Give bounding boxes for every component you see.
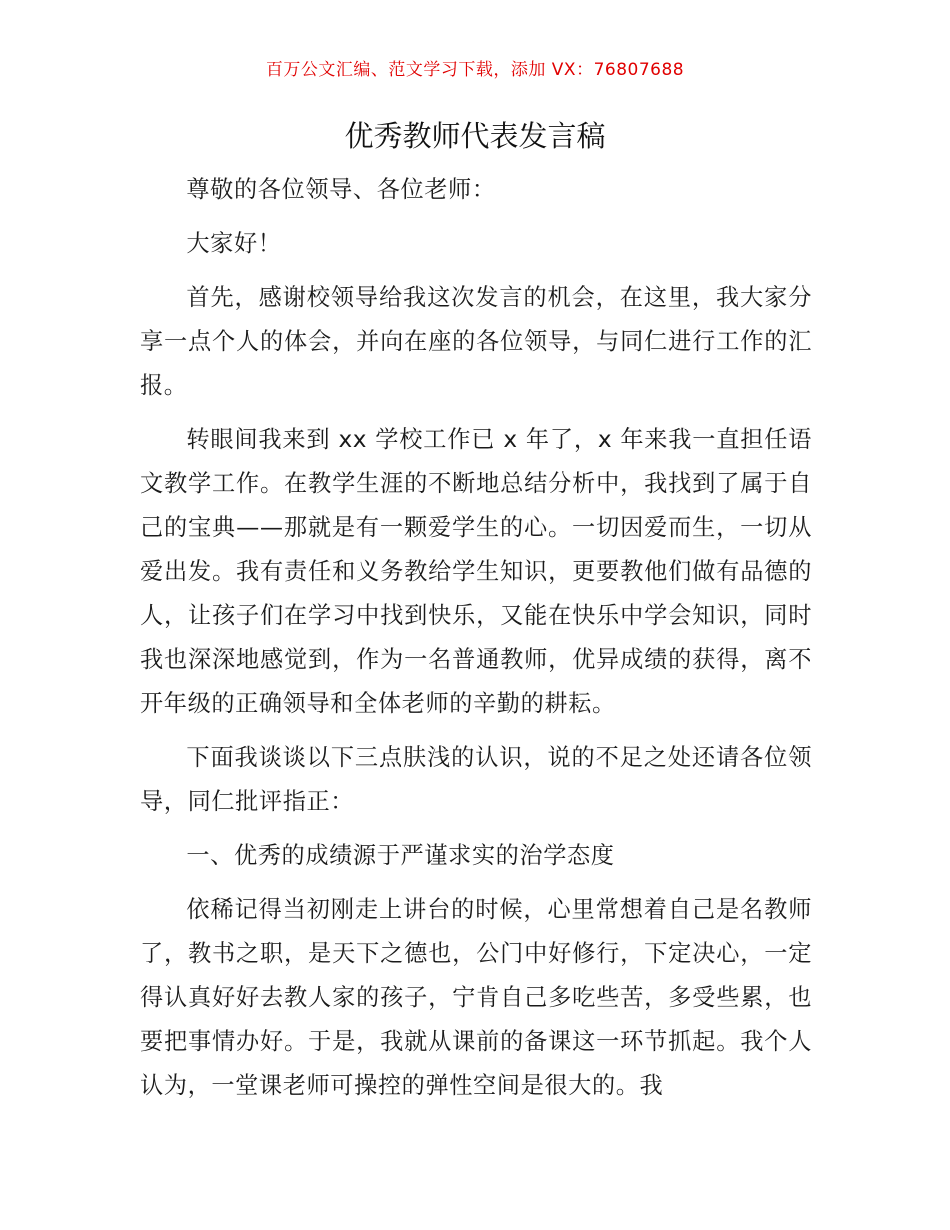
salutation: 尊敬的各位领导、各位老师： <box>186 176 496 203</box>
paragraph: 转眼间我来到 xx 学校工作已 x 年了，x 年来我一直担任语文教学工作。在教学生涯的不断地总结分析中，我找到了属于自己的宝典——那就是有一颗爱学生的心。一切因爱而生，一切从爱出发。我有责任和义务教给学生知识，更要教他们做有品德的人，让孩子们在学习中找到快乐，又能在快乐中学会知识，同时我也深深地感觉到，作为一名普通教师，优异成绩的获得，离不开年级的正确领导和全体老师的辛勤的耕耘。 <box>140 426 812 717</box>
page-title: 优秀教师代表发言稿 <box>344 119 606 153</box>
greeting: 大家好！ <box>186 230 282 257</box>
section-heading: 一、优秀的成绩源于严谨求实的治学态度 <box>186 842 615 869</box>
paragraph: 依稀记得当初刚走上讲台的时候，心里常想着自己是名教师了，教书之职，是天下之德也，公门中好修行，下定决心，一定得认真好好去教人家的孩子，宁肯自己多吃些苦，多受些累，也要把事情办好。于是，我就从课前的备课这一环节抓起。我个人认为，一堂课老师可操控的弹性空间是很大的。我 <box>140 896 812 1099</box>
document-body <box>140 168 812 1108</box>
header-banner: 百万公文汇编、范文学习下载，添加 VX：76807688 <box>265 60 685 80</box>
paragraph: 下面我谈谈以下三点肤浅的认识，说的不足之处还请各位领导，同仁批评指正： <box>140 744 812 815</box>
paragraph: 首先，感谢校领导给我这次发言的机会，在这里，我大家分享一点个人的体会，并向在座的各位领导，与同仁进行工作的汇报。 <box>140 284 812 399</box>
